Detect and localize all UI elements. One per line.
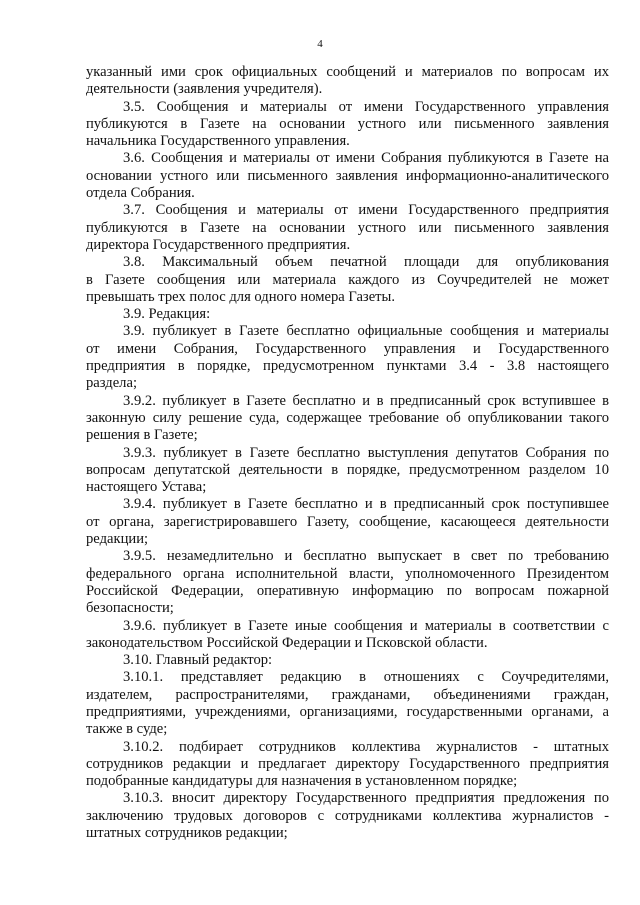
text-line: публикуются в Газете на основании устного или письменного заявления	[86, 219, 609, 236]
paragraph-3-10-2	[86, 739, 609, 791]
text-line: 3.8. Максимальный объем печатной площади для опубликования	[123, 254, 609, 271]
text-line: раздела;	[86, 375, 137, 392]
text-line: предприятия в порядке, предусмотренном пунктами 3.4 - 3.8 настоящего	[86, 358, 609, 375]
text-line: решения в Газете;	[86, 427, 198, 444]
paragraph-3-9-5	[86, 548, 609, 617]
text-line: превышать трех полос для одного номера Газеты.	[86, 288, 395, 305]
text-line: предприятиями, учреждениями, организациями, государственными органами, а	[86, 703, 609, 720]
paragraph-3-9-6	[86, 618, 609, 653]
paragraph-3-9-2	[86, 393, 609, 445]
text-line: 3.9. Редакция:	[123, 306, 211, 323]
text-line: в Газете сообщения или материала каждого из Соучредителей не может	[86, 271, 609, 288]
text-line: 3.9.6. публикует в Газете иные сообщения и материалы в соответствии с	[123, 617, 609, 634]
paragraph-3-9-heading	[86, 306, 609, 323]
text-line: 3.10. Главный редактор:	[123, 652, 273, 669]
text-line: от имени Собрания, Государственного управления и Государственного	[86, 340, 609, 357]
text-line: также в суде;	[86, 721, 168, 738]
paragraph-3-10-1	[86, 669, 609, 738]
paragraph-3-9-1	[86, 323, 609, 392]
text-line: безопасности;	[86, 600, 174, 617]
text-line: основании устного или письменного заявления информационно-аналитического	[86, 167, 609, 184]
paragraph-continuation	[86, 64, 609, 99]
text-line: Российской Федерации, оперативную информацию по вопросам пожарной	[86, 582, 609, 599]
text-line: 3.9. публикует в Газете бесплатно официальные сообщения и материалы	[123, 323, 609, 340]
paragraph-3-10-3	[86, 790, 609, 842]
text-line: начальника Государственного управления.	[86, 133, 350, 150]
paragraph-3-10-heading	[86, 652, 609, 669]
page-number: 4	[317, 38, 323, 50]
text-line: законную силу решение суда, содержащее требование об опубликовании такого	[86, 409, 609, 426]
paragraph-3-8	[86, 254, 609, 306]
text-line: издателем, распространителями, гражданами, объединениями граждан,	[86, 686, 609, 703]
text-line: 3.10.1. представляет редакцию в отношениях с Соучредителями,	[123, 669, 609, 686]
text-line: от органа, зарегистрировавшего Газету, сообщение, касающееся деятельности	[86, 513, 609, 530]
text-line: директора Государственного предприятия.	[86, 236, 351, 253]
text-line: отдела Собрания.	[86, 185, 195, 202]
text-line: 3.9.2. публикует в Газете бесплатно и в предписанный срок вступившее в	[123, 392, 609, 409]
text-line: подобранные кандидатуры для назначения в установленном порядке;	[86, 773, 518, 790]
text-line: 3.5. Сообщения и материалы от имени Государственного управления	[123, 98, 609, 115]
text-line: 3.9.4. публикует в Газете бесплатно и в предписанный срок поступившее	[123, 496, 609, 513]
text-line: 3.9.3. публикует в Газете бесплатно выступления депутатов Собрания по	[123, 444, 609, 461]
paragraph-3-9-3	[86, 445, 609, 497]
text-line: заключению трудовых договоров с сотрудниками коллектива журналистов -	[86, 807, 609, 824]
text-line: деятельности (заявления учредителя).	[86, 81, 323, 98]
text-line: законодательством Российской Федерации и Псковской области.	[86, 634, 488, 651]
text-line: публикуются в Газете на основании устного или письменного заявления	[86, 115, 609, 132]
text-line: настоящего Устава;	[86, 479, 207, 496]
text-line: указанный ими срок официальных сообщений и материалов по вопросам их	[86, 64, 609, 80]
paragraph-3-6	[86, 150, 609, 202]
text-line: федерального органа исполнительной власти, уполномоченного Президентом	[86, 565, 609, 582]
text-line: редакции;	[86, 531, 149, 548]
text-line: 3.7. Сообщения и материалы от имени Государственного предприятия	[123, 202, 609, 219]
document-body	[86, 64, 609, 842]
text-line: штатных сотрудников редакции;	[86, 825, 288, 842]
text-line: 3.10.3. вносит директору Государственного предприятия предложения по	[123, 790, 609, 807]
paragraph-3-7	[86, 202, 609, 254]
text-line: 3.10.2. подбирает сотрудников коллектива журналистов - штатных	[123, 738, 609, 755]
text-line: 3.9.5. незамедлительно и бесплатно выпускает в свет по требованию	[123, 548, 609, 565]
text-line: вопросам депутатской деятельности в порядке, предусмотренном разделом 10	[86, 461, 609, 478]
text-line: 3.6. Сообщения и материалы от имени Собрания публикуются в Газете на	[123, 150, 609, 167]
paragraph-3-5	[86, 99, 609, 151]
paragraph-3-9-4	[86, 496, 609, 548]
text-line: сотрудников редакции и предлагает директору Государственного предприятия	[86, 755, 609, 772]
